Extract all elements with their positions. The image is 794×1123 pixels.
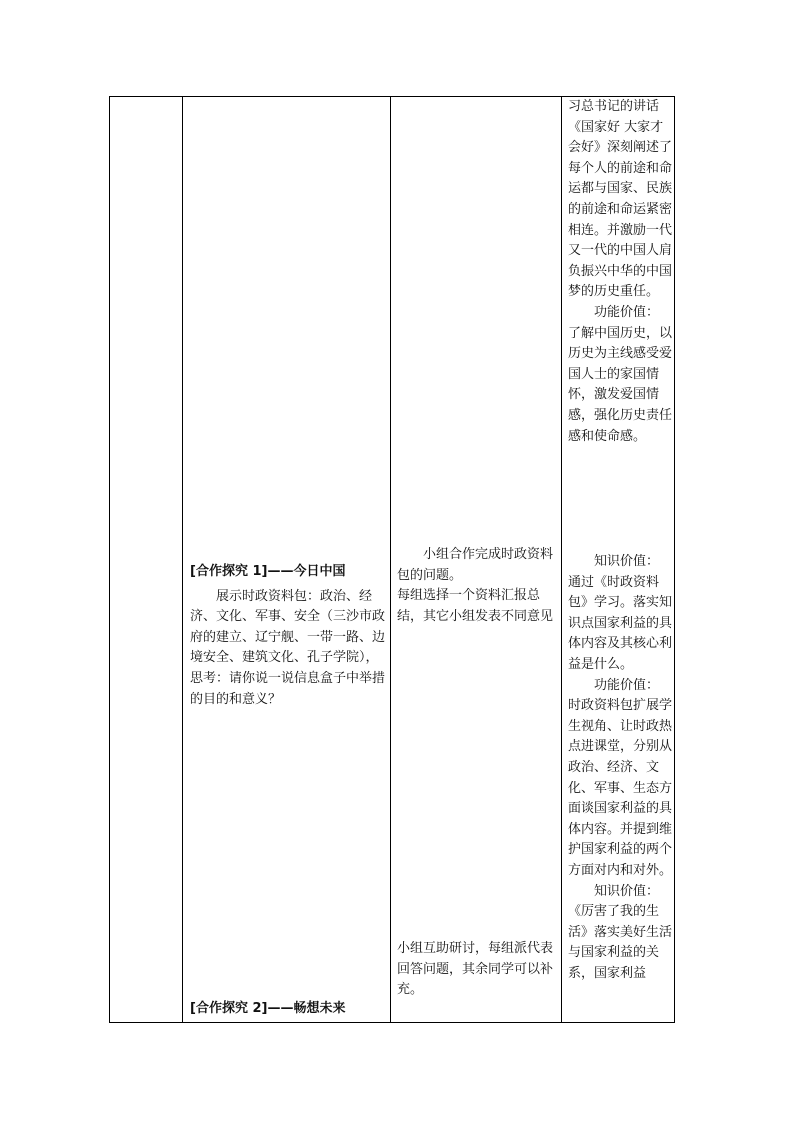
design-top-text: 习总书记的讲话《国家好 大家才会好》深刻阐述了每个人的前途和命运都与国家、民族的前途和命运紧密相连。并激励一代又一代的中国人肩负振兴中华的中国梦的历史重任。 — [568, 99, 673, 300]
design-top-block — [568, 97, 675, 447]
student-text-1-line2: 每组选择一个资料汇报总结，其它小组发表不同意见 — [397, 588, 554, 624]
func-text-1: 了解中国历史，以历史为主线感受爱国人士的家国情怀，激发爱国情感，强化历史责任感和使命感。 — [568, 325, 673, 444]
student-text-1 — [397, 545, 563, 627]
func-label-1: 功能价值： — [594, 304, 660, 320]
column-divider — [182, 97, 183, 1022]
lesson-table — [109, 96, 675, 1023]
explore2-block — [190, 999, 386, 1020]
design-mid-block — [568, 552, 675, 984]
explore2-title: [合作探究 2]——畅想未来 — [190, 1001, 346, 1016]
column-divider — [390, 97, 391, 1022]
explore1-text: 展示时政资料包：政治、经济、文化、军事、安全（三沙市政府的建立、辽宁舰、一带一路、边境安全、建筑文化、孔子学院），思考：请你说一说信息盒子中举措的目的和意义？ — [190, 588, 386, 707]
explore1-block — [190, 562, 386, 710]
student-text-2-body: 小组互助研讨，每组派代表回答问题，其余同学可以补充。 — [397, 941, 554, 998]
func-label-2: 功能价值： — [594, 677, 660, 693]
explore1-title: [合作探究 1]——今日中国 — [190, 564, 346, 579]
func-text-2: 时政资料包扩展学生视角、让时政热点进课堂，分别从政治、经济、文化、军事、生态方面谈国家利益的具体内容。并提到维护国家利益的两个方面对内和对外。 — [568, 698, 673, 878]
student-text-2 — [397, 939, 563, 1001]
student-text-1-line1: 小组合作完成时政资料包的问题。 — [397, 547, 554, 583]
know-text-1: 通过《时政资料包》学习。落实知识点国家利益的具体内容及其核心利益是什么。 — [568, 574, 673, 672]
know-text-2: 《厉害了我的生活》落实美好生活与国家利益的关系，国家利益 — [568, 904, 673, 981]
know-label-2: 知识价值： — [594, 883, 660, 899]
know-label-1: 知识价值： — [594, 554, 660, 569]
